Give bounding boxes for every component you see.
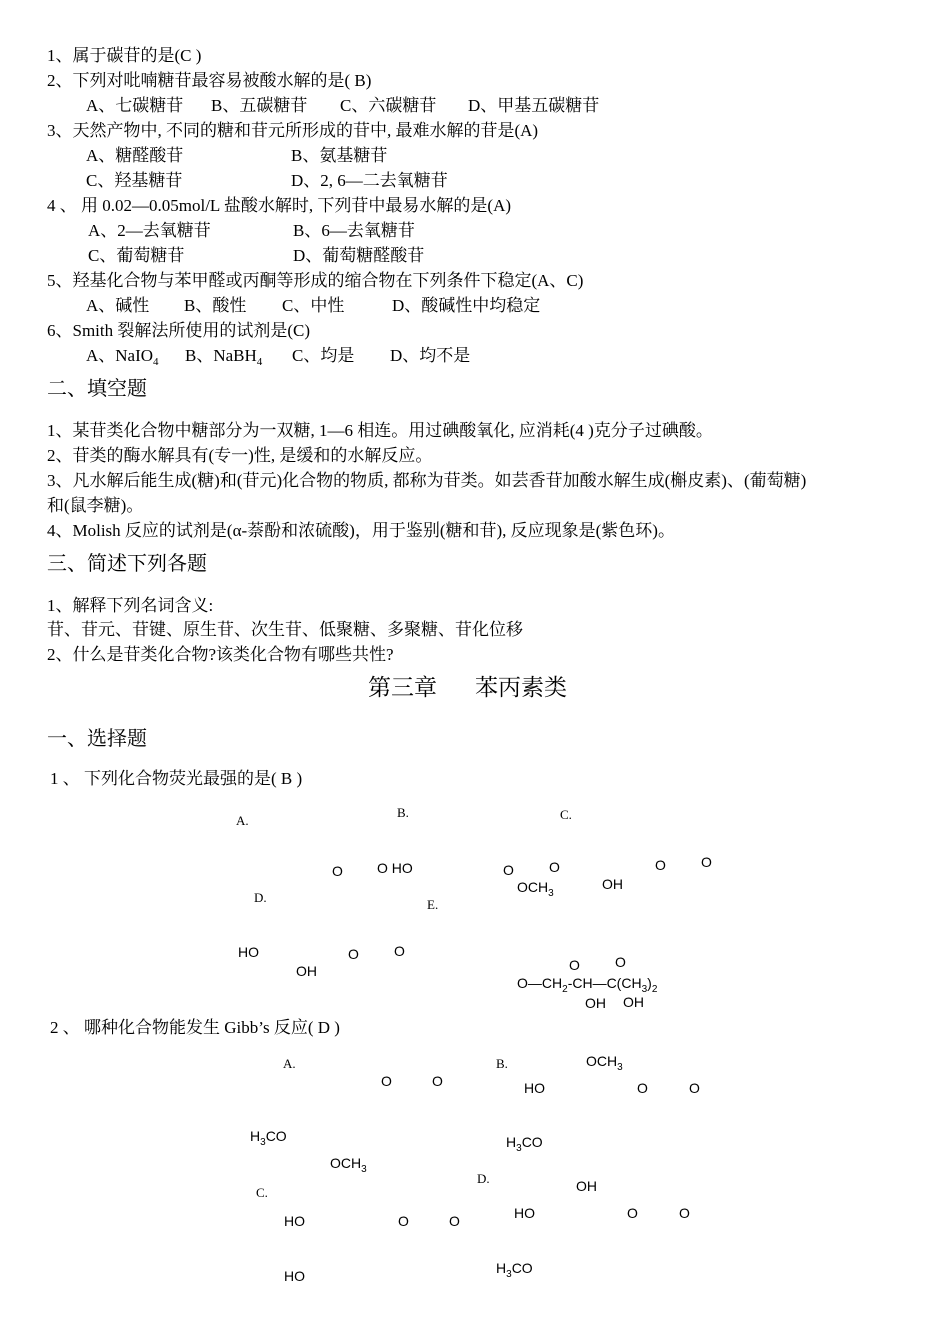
question-3-option-b: B、氨基糖苷 <box>291 146 388 165</box>
atom-label: O <box>332 863 343 879</box>
question-5-option-d: D、酸碱性中均稳定 <box>392 296 541 315</box>
question-2-option-c: C、六碳糖苷 <box>340 96 437 115</box>
atom-label: OH <box>602 876 623 892</box>
structure-label-c: C. <box>560 807 572 822</box>
atom-label: OH <box>623 994 644 1010</box>
atom-label: $OCH_3$ <box>330 1155 367 1175</box>
atom-label: O <box>381 1073 392 1089</box>
atom-label: $OCH_3$ <box>517 879 554 899</box>
section-heading-short-answer: 三、简述下列各题 <box>47 553 207 575</box>
atom-label: O <box>637 1080 648 1096</box>
question-6-option-c: C、均是 <box>292 346 355 365</box>
question-3: 3、天然产物中, 不同的糖和苷元所形成的苷中, 最难水解的苷是(A) <box>47 121 539 140</box>
fill-question-3-cont: 和(鼠李糖)。 <box>47 496 144 515</box>
short-question-2: 2、什么是苷类化合物?该类化合物有哪些共性? <box>47 645 394 664</box>
ch3-question-1: 1 、 下列化合物荧光最强的是( B ) <box>50 769 303 788</box>
atom-label: OH <box>296 963 317 979</box>
atom-label: OH <box>585 995 606 1011</box>
chapter-title: 第三章 苯丙素类 <box>368 675 567 700</box>
fill-question-1: 1、某苷类化合物中糖部分为一双糖, 1—6 相连。用过碘酸氧化, 应消耗(4 )克分子过碘酸。 <box>47 421 713 440</box>
question-2: 2、下列对吡喃糖苷最容易被酸水解的是( B) <box>47 71 372 90</box>
question-4-option-d: D、葡萄糖醛酸苷 <box>293 246 425 265</box>
question-6-option-b: B、NaBH$_4$ <box>185 346 263 368</box>
question-4-option-b: B、6—去氧糖苷 <box>293 221 415 240</box>
atom-label: O <box>679 1205 690 1221</box>
atom-label: HO <box>524 1080 545 1096</box>
question-2-option-d: D、甲基五碳糖苷 <box>468 96 600 115</box>
atom-label: O <box>432 1073 443 1089</box>
question-5-option-c: C、中性 <box>282 296 345 315</box>
atom-label: OH <box>576 1178 597 1194</box>
question-6: 6、Smith 裂解法所使用的试剂是(C) <box>47 321 311 340</box>
atom-label: O <box>701 854 712 870</box>
atom-label: O <box>569 957 580 973</box>
question-6-option-a: A、NaIO$_4$ <box>86 346 159 368</box>
question-4-option-c: C、葡萄糖苷 <box>88 246 185 265</box>
structure-label-b: B. <box>496 1056 508 1071</box>
structure-label-a: A. <box>236 813 249 828</box>
atom-label: $H_3CO$ <box>506 1134 543 1154</box>
atom-label: O <box>689 1080 700 1096</box>
question-3-option-d: D、2, 6—二去氧糖苷 <box>291 171 448 190</box>
atom-label: O <box>549 859 560 875</box>
atom-label: O <box>348 946 359 962</box>
question-5-option-a: A、碱性 <box>86 296 150 315</box>
structure-label-e: E. <box>427 897 439 912</box>
structure-label-d: D. <box>254 890 267 905</box>
atom-label-chain: $O—CH_2-CH—C(CH_3)_2$ <box>517 975 658 995</box>
structure-label-d: D. <box>477 1171 490 1186</box>
atom-label: O <box>394 943 405 959</box>
structure-label-c: C. <box>256 1185 268 1200</box>
structure-label-b: B. <box>397 805 409 820</box>
section-heading-fill: 二、填空题 <box>47 378 147 400</box>
atom-label: O HO <box>377 860 413 876</box>
atom-label: $H_3CO$ <box>250 1128 287 1148</box>
fill-question-2: 2、苷类的酶水解具有(专一)性, 是缓和的水解反应。 <box>47 446 433 465</box>
atom-label: $H_3CO$ <box>496 1260 533 1280</box>
atom-label: O <box>627 1205 638 1221</box>
atom-label: O <box>655 857 666 873</box>
atom-label: HO <box>514 1205 535 1221</box>
question-3-option-a: A、糖醛酸苷 <box>86 146 184 165</box>
question-3-option-c: C、羟基糖苷 <box>86 171 183 190</box>
fill-question-3: 3、凡水解后能生成(糖)和(苷元)化合物的物质, 都称为苷类。如芸香苷加酸水解生成(槲皮素)、(葡萄糖) <box>47 471 807 490</box>
ch3-question-2: 2 、 哪种化合物能发生 Gibb’s 反应( D ) <box>50 1018 340 1037</box>
short-question-1: 1、解释下列名词含义: <box>47 596 214 615</box>
atom-label: HO <box>284 1213 305 1229</box>
atom-label: $OCH_3$ <box>586 1053 623 1073</box>
question-2-option-b: B、五碳糖苷 <box>211 96 308 115</box>
structure-label-a: A. <box>283 1056 296 1071</box>
atom-label: O <box>503 862 514 878</box>
question-2-option-a: A、七碳糖苷 <box>86 96 184 115</box>
atom-label: O <box>615 954 626 970</box>
question-5: 5、羟基化合物与苯甲醛或丙酮等形成的缩合物在下列条件下稳定(A、C) <box>47 271 584 290</box>
question-1: 1、属于碳苷的是(C ) <box>47 46 202 65</box>
short-question-1-terms: 苷、苷元、苷键、原生苷、次生苷、低聚糖、多聚糖、苷化位移 <box>47 620 523 639</box>
atom-label: O <box>398 1213 409 1229</box>
fill-question-4: 4、Molish 反应的试剂是(α-萘酚和浓硫酸)，用于鉴别(糖和苷), 反应现象是(紫色环)。 <box>47 521 675 540</box>
question-4-option-a: A、2—去氧糖苷 <box>88 221 211 240</box>
question-5-option-b: B、酸性 <box>184 296 247 315</box>
section-heading-choice: 一、选择题 <box>47 728 147 750</box>
atom-label: HO <box>238 944 259 960</box>
atom-label: O <box>449 1213 460 1229</box>
question-6-option-d: D、均不是 <box>390 346 471 365</box>
atom-label: HO <box>284 1268 305 1284</box>
question-4: 4 、 用 0.02—0.05mol/L 盐酸水解时, 下列苷中最易水解的是(A) <box>47 196 512 215</box>
